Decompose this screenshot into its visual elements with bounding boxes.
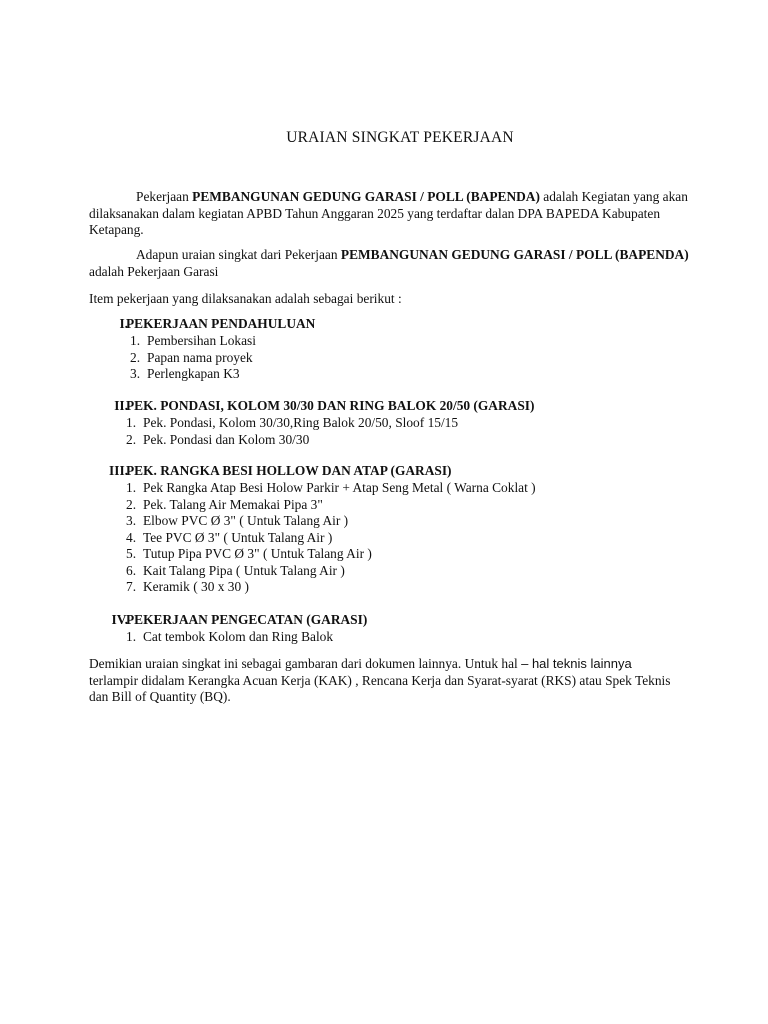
section-3-title: PEK. RANGKA BESI HOLLOW DAN ATAP (GARASI) [126,463,452,478]
item-number: 1. [126,480,137,495]
list-item [89,530,714,547]
list-item [89,415,714,432]
item-text: Perlengkapan K3 [147,366,240,381]
list-item [89,546,714,563]
item-number: 1. [126,629,137,644]
item-text: Papan nama proyek [147,349,253,365]
item-number: 2. [126,431,137,447]
item-number: 1. [130,333,141,348]
paragraph-closing [89,656,714,706]
section-1-roman: I. [119,316,128,331]
document-title: URAIAN SINGKAT PEKERJAAN [286,129,514,146]
section-1 [89,316,714,383]
item-text: Tee PVC Ø 3" ( Untuk Talang Air ) [143,529,333,545]
para2-text-a: Adapun uraian singkat dari Pekerjaan [136,247,341,262]
para2-line2: adalah Pekerjaan Garasi [89,263,219,279]
section-3 [89,463,714,596]
section-2 [89,398,714,448]
closing-text-a: Demikian uraian singkat ini sebagai gambaran dari dokumen lainnya. Untuk hal [89,656,522,671]
closing-text-sans: – hal teknis lainnya [521,656,632,671]
para2-project-name: PEMBANGUNAN GEDUNG GARASI / POLL (BAPENDA) [340,247,689,262]
list-item [89,629,714,646]
paragraph-summary [89,247,714,280]
list-item [89,366,714,383]
para1-text-b: adalah Kegiatan yang akan [539,189,688,204]
section-2-roman: II. [114,398,128,413]
section-4-roman: IV. [111,612,128,627]
item-text: Pek. Pondasi dan Kolom 30/30 [143,431,310,447]
list-item [89,432,714,449]
closing-line3: dan Bill of Quantity (BQ). [89,689,231,704]
item-number: 1. [126,415,137,430]
section-3-roman: III. [109,463,128,478]
item-number: 5. [126,546,137,561]
item-number: 3. [126,513,137,528]
list-item [89,480,714,497]
para1-line3: Ketapang. [89,222,144,237]
paragraph-introduction [89,189,714,239]
para1-line2: dilaksanakan dalam kegiatan APBD Tahun Anggaran 2025 yang terdaftar dalan DPA BAPEDA Kabupaten [89,205,661,221]
closing-line2: terlampir didalam Kerangka Acuan Kerja (KAK) , Rencana Kerja dan Syarat-syarat (RKS) atau Spek Teknis [89,672,671,688]
para1-text-a: Pekerjaan [136,189,193,204]
section-4-title: PEKERJAAN PENGECATAN (GARASI) [126,612,368,627]
item-text: Pek. Talang Air Memakai Pipa 3" [143,496,323,512]
list-item [89,579,714,596]
list-item [89,350,714,367]
item-text: Cat tembok Kolom dan Ring Balok [143,629,334,644]
item-text: Pek. Pondasi, Kolom 30/30,Ring Balok 20/50, Sloof 15/15 [143,415,459,430]
section-4 [89,612,714,646]
item-number: 6. [126,562,137,578]
list-item [89,333,714,350]
item-number: 2. [130,349,141,365]
item-text: Keramik ( 30 x 30 ) [143,579,249,594]
item-text: Tutup Pipa PVC Ø 3" ( Untuk Talang Air ) [143,546,372,561]
para1-project-name: PEMBANGUNAN GEDUNG GARASI / POLL (BAPENDA) [192,189,540,204]
list-item [89,497,714,514]
item-number: 2. [126,496,137,512]
section-2-title: PEK. PONDASI, KOLOM 30/30 DAN RING BALOK 20/50 (GARASI) [126,398,535,413]
item-text: Pembersihan Lokasi [147,333,256,348]
item-number: 7. [126,579,137,594]
list-item [89,563,714,580]
item-text: Kait Talang Pipa ( Untuk Talang Air ) [143,562,345,578]
section-1-title: PEKERJAAN PENDAHULUAN [126,316,316,331]
item-number: 4. [126,529,137,545]
item-text: Pek Rangka Atap Besi Holow Parkir + Atap Seng Metal ( Warna Coklat ) [143,480,536,495]
list-item [89,513,714,530]
item-number: 3. [130,366,141,381]
paragraph-item-intro: Item pekerjaan yang dilaksanakan adalah sebagai berikut : [89,291,402,306]
item-text: Elbow PVC Ø 3" ( Untuk Talang Air ) [143,513,349,528]
